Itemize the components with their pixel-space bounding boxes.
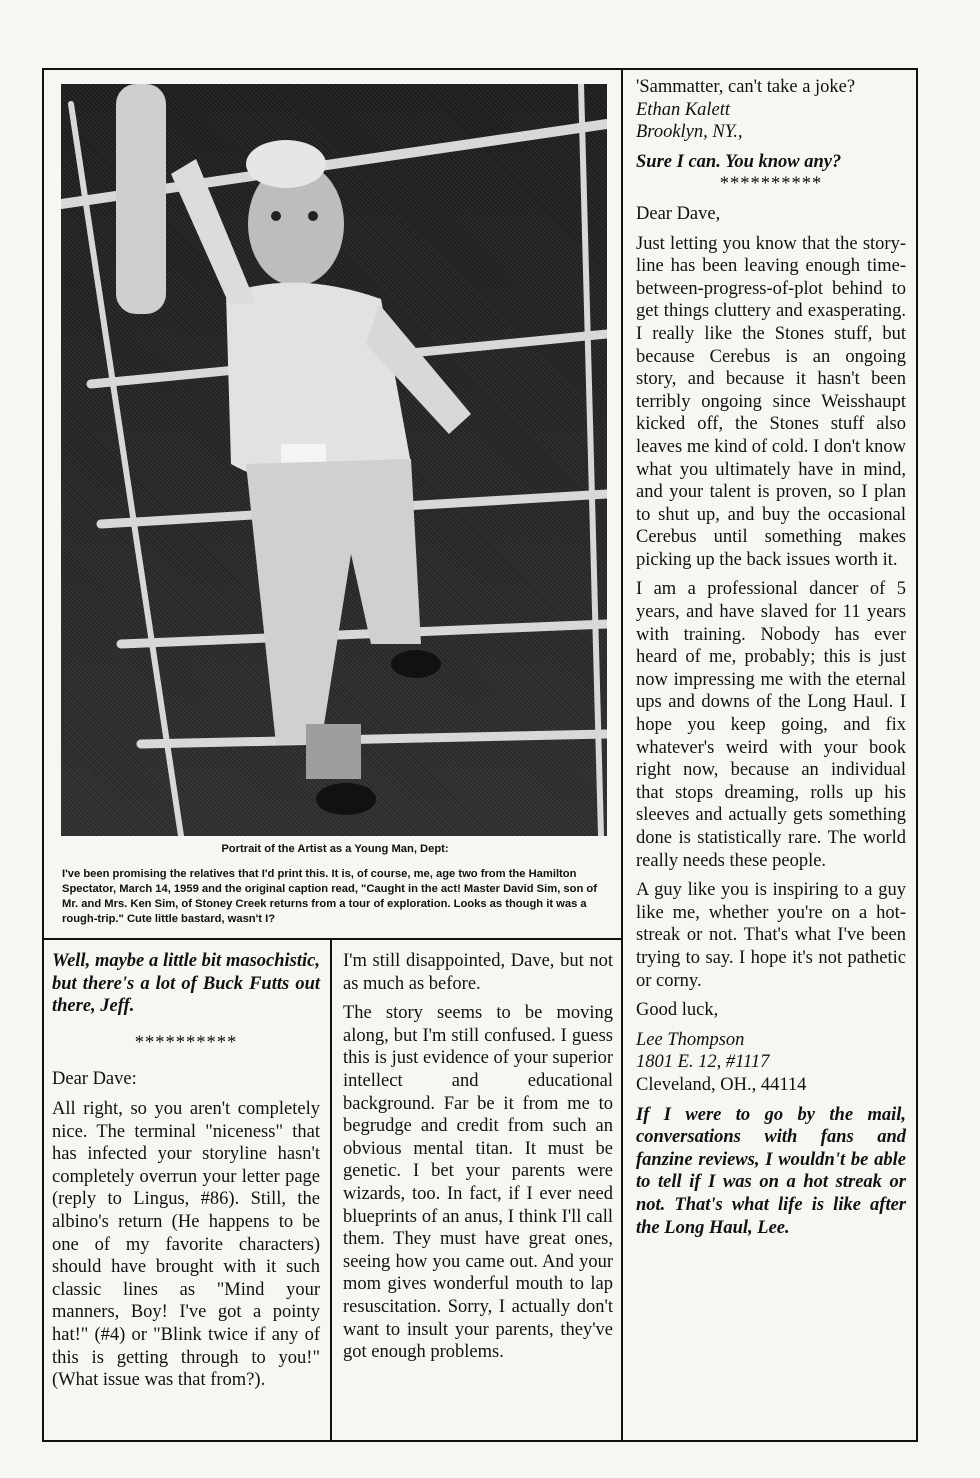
letter-paragraph: I am a professional dancer of 5 years, and have slaved for 11 years with training. Nobody has ever heard of me, probably; this is just now impressing me with the eternal ups and downs of the Long Haul. I hope you keep going, and fix whatever's weird with your book right now, because an individual that stops dreaming, rolls up his sleeves and actually gets something done is statistically rare. The world really needs these people. [636, 579, 906, 871]
letter-paragraph: The story seems to be moving along, but I'm still confused. I guess this is just evidence of your superior intellect and educational background. Far be it from me to begrudge and credit from such an obvious mental titan. It must be genetic. I bet your parents were wizards, too. In fact, if I ever need blueprints of an anus, I think I'll call them. They must have great ones, seeing how you came out. And your mom gives wonderful mouth to lap resuscitation. Sorry, I actually don't want to insult your parents, they've got enough problems. [343, 1003, 613, 1363]
editor-reply-jeff: Well, maybe a little bit masochistic, but there's a lot of Buck Futts out there, Jeff. [52, 951, 320, 1017]
caption-body: I've been promising the relatives that I'd print this. It is, of course, me, age two from the Hamilton Spectator, March 14, 1959 and the original caption read, "Caught in the act! Master David Sim, son of Mr. and Mrs. Ken Sim, of Stoney Creek returns from a tour of exploration. Looks as though it was a rough-trip." Cute little bastard, wasn't I? [62, 868, 597, 925]
signature-name: Lee Thompson [636, 1029, 745, 1050]
photo-bottom-rule [42, 938, 622, 940]
letter-paragraph: A guy like you is inspiring to a guy like me, whether you're on a hot-streak or not. That's what I've been trying to say. I hope it's not pathetic or corny. [636, 880, 906, 991]
caption-title: Portrait of the Artist as a Young Man, Dept: [221, 843, 449, 855]
editor-reply-ethan: Sure I can. You know any? [636, 151, 842, 172]
signature-address: 1801 E. 12, #1117 [636, 1052, 770, 1073]
letter-paragraph: Just letting you know that the story-line has been leaving enough time-between-progress-of-plot behind to get things cluttery and exasperating. I really like the Stones stuff, but because Cerebus is an ongoing story, and because it hasn't been terribly ongoing since Weisshaupt kicked off, the Stones stuff also leaves me kind of cold. I don't know what you ultimately have in mind, and your talent is proven, so I plan to shut up, and buy the occasional Cerebus until something makes picking up the back issues worth it. [636, 233, 906, 570]
signature-city: Cleveland, OH., 44114 [636, 1074, 807, 1095]
salutation: Dear Dave: [52, 1069, 137, 1090]
salutation: Dear Dave, [636, 203, 721, 224]
letter-column-1 [52, 950, 320, 1399]
closing: Good luck, [636, 1000, 719, 1021]
letter-column-3 [636, 76, 906, 1246]
letter-paragraph: All right, so you aren't completely nice. The terminal "niceness" that has infected your storyline hasn't completely overrun your letter page (reply to Lingus, #86). Still, the albino's return (He happens to be one of my favorite characters) should have brought with it such classic lines as "Mind your manners, Boy! I've got a pointy hat!" (#4) or "Blink twice if any of this is getting through to you!" (What issue was that from?). [52, 1098, 320, 1391]
column-divider-middle [330, 938, 332, 1442]
editor-reply-lee: If I were to go by the mail, conversations with fans and fanzine reviews, I wouldn't be able to tell if I was on a hot streak or not. That's what life is like after the Long Haul, Lee. [636, 1104, 906, 1238]
signature-place: Brooklyn, NY., [636, 122, 743, 143]
column-divider-right [621, 68, 623, 1442]
letter-paragraph: I'm still disappointed, Dave, but not as much as before. [343, 951, 613, 994]
photo-caption [62, 842, 608, 927]
toddler-photo-illustration [61, 84, 607, 836]
signature-name: Ethan Kalett [636, 99, 731, 120]
separator-stars: ********** [134, 1032, 238, 1053]
letter-column-2 [343, 950, 613, 1371]
separator-stars: ********** [719, 174, 823, 195]
letter-closing-line: 'Sammatter, can't take a joke? [636, 77, 856, 97]
toddler-photo [61, 84, 607, 836]
